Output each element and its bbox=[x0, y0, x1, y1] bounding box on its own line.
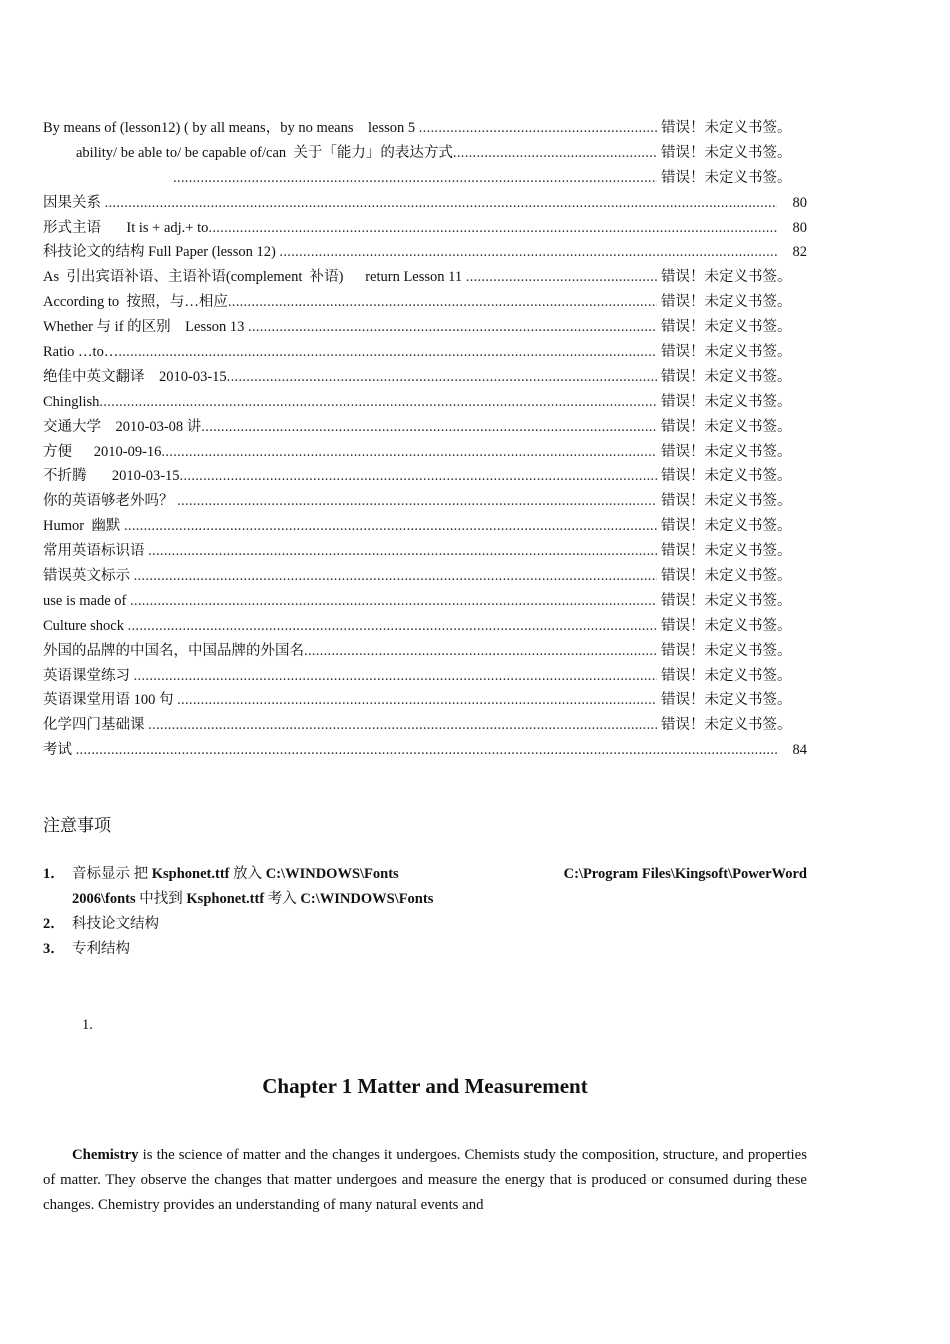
note-filename: Ksphonet.ttf bbox=[186, 890, 265, 907]
toc-dot-leader bbox=[76, 738, 777, 763]
toc-entry-page: 错误！未定义书签。 bbox=[661, 443, 792, 460]
toc-entry[interactable] bbox=[43, 365, 807, 390]
toc-entry-page: 82 bbox=[792, 244, 807, 261]
toc-entry-title: ability/ be able to/ be capable of/can 关于「能力」的表达方式 bbox=[76, 144, 453, 161]
note-number: 2． bbox=[43, 915, 65, 932]
toc-entry-title: Culture shock bbox=[43, 617, 128, 634]
toc-entry[interactable] bbox=[43, 639, 807, 664]
note-item-2 bbox=[43, 912, 807, 937]
toc-dot-leader bbox=[419, 116, 657, 141]
toc-entry[interactable] bbox=[43, 738, 807, 763]
toc-entry-page: 错误！未定义书签。 bbox=[661, 418, 792, 435]
toc-entry[interactable] bbox=[43, 614, 807, 639]
toc-dot-leader bbox=[177, 489, 657, 514]
toc-entry[interactable] bbox=[43, 340, 807, 365]
toc-entry[interactable] bbox=[43, 191, 807, 216]
note-segment: 中找到 bbox=[135, 890, 187, 907]
toc-entry-title: 你的英语够老外吗？ bbox=[43, 493, 178, 510]
toc-entry-title: 错误英文标示 bbox=[43, 568, 134, 585]
note-path: C:\WINDOWS\Fonts bbox=[300, 890, 434, 907]
note-number: 3． bbox=[43, 940, 65, 957]
toc-entry-page: 错误！未定义书签。 bbox=[661, 642, 792, 659]
toc-entry[interactable] bbox=[43, 564, 807, 589]
note-line-1 bbox=[72, 862, 807, 887]
toc-entry-page: 错误！未定义书签。 bbox=[661, 543, 792, 560]
toc-entry[interactable] bbox=[43, 116, 807, 141]
toc-dot-leader bbox=[453, 141, 657, 166]
toc-entry-page: 错误！未定义书签。 bbox=[661, 294, 792, 311]
toc-entry[interactable] bbox=[43, 265, 807, 290]
note-segment: 放入 bbox=[229, 866, 266, 882]
toc-entry-title: 考试 bbox=[43, 742, 76, 759]
toc-entry-title: According to 按照，与…相应 bbox=[43, 294, 228, 311]
toc-entry-title: 英语课堂练习 bbox=[43, 667, 134, 684]
notes-heading: 注意事项 bbox=[43, 816, 111, 835]
toc-entry-page: 错误！未定义书签。 bbox=[661, 319, 792, 336]
toc-dot-leader bbox=[173, 166, 657, 191]
toc-dot-leader bbox=[134, 564, 657, 589]
toc-entry[interactable] bbox=[43, 489, 807, 514]
toc-dot-leader bbox=[228, 290, 657, 315]
toc-entry-page: 84 bbox=[792, 742, 807, 759]
note-text: 专利结构 bbox=[72, 940, 130, 957]
toc-entry-page: 错误！未定义书签。 bbox=[661, 393, 792, 410]
toc-dot-leader bbox=[134, 664, 657, 689]
toc-entry-page: 错误！未定义书签。 bbox=[661, 518, 792, 535]
toc-entry-page: 错误！未定义书签。 bbox=[661, 493, 792, 510]
note-number: 1． bbox=[43, 866, 65, 882]
toc-entry-title: By means of (lesson12) ( by all means，by no means lesson 5 bbox=[43, 120, 419, 136]
table-of-contents bbox=[43, 116, 807, 763]
toc-entry-title: 形式主语 It is + adj.+ to bbox=[43, 219, 209, 236]
toc-entry-title: 因果关系 bbox=[43, 194, 105, 211]
toc-dot-leader bbox=[177, 688, 657, 713]
toc-entry-title: use is made of bbox=[43, 592, 130, 609]
toc-entry-page: 错误！未定义书签。 bbox=[661, 692, 792, 709]
paragraph-lead-term: Chemistry bbox=[72, 1147, 139, 1163]
toc-entry[interactable] bbox=[43, 315, 807, 340]
toc-dot-leader bbox=[148, 713, 657, 738]
notes-list bbox=[43, 862, 807, 962]
toc-entry-page: 80 bbox=[792, 194, 807, 211]
toc-entry-title: 化学四门基础课 bbox=[43, 717, 149, 734]
toc-entry-page: 错误！未定义书签。 bbox=[661, 368, 792, 385]
toc-dot-leader bbox=[208, 216, 777, 241]
toc-dot-leader bbox=[130, 589, 657, 614]
note-item-1 bbox=[43, 862, 807, 912]
toc-entry[interactable] bbox=[43, 539, 807, 564]
toc-entry-title: 外国的品牌的中国名，中国品牌的外国名 bbox=[43, 642, 304, 659]
toc-entry-title: 英语课堂用语 100 句 bbox=[43, 692, 178, 709]
toc-entry-page: 错误！未定义书签。 bbox=[661, 592, 792, 609]
toc-entry[interactable] bbox=[43, 464, 807, 489]
toc-dot-leader bbox=[180, 464, 657, 489]
toc-entry-page: 错误！未定义书签。 bbox=[661, 169, 792, 186]
toc-entry[interactable] bbox=[43, 415, 807, 440]
paragraph-body: is the science of matter and the changes it undergoes. Chemists study the composition, structure, and properties of matter. They observe the changes that matter undergoes and measure the energy that is produced or consumed during these changes. Chemistry provides an understanding of many natural events and bbox=[43, 1147, 807, 1213]
toc-dot-leader bbox=[201, 415, 657, 440]
toc-entry-title: Chinglish bbox=[43, 393, 100, 410]
toc-dot-leader bbox=[248, 315, 657, 340]
list-marker: 1. bbox=[82, 1017, 93, 1033]
toc-entry-title: 常用英语标识语 bbox=[43, 543, 149, 560]
toc-entry[interactable] bbox=[43, 688, 807, 713]
toc-dot-leader bbox=[227, 365, 657, 390]
note-segment: 考入 bbox=[264, 890, 301, 907]
toc-entry-page: 错误！未定义书签。 bbox=[661, 344, 792, 361]
toc-entry-title: 科技论文的结构 Full Paper (lesson 12) bbox=[43, 244, 280, 261]
toc-dot-leader bbox=[128, 614, 657, 639]
toc-entry-page: 错误！未定义书签。 bbox=[661, 717, 792, 734]
toc-dot-leader bbox=[466, 265, 657, 290]
toc-entry[interactable] bbox=[43, 216, 807, 241]
toc-dot-leader bbox=[124, 514, 657, 539]
toc-entry[interactable] bbox=[43, 240, 807, 265]
note-segment: 音标显示 把 bbox=[72, 866, 152, 882]
toc-entry[interactable] bbox=[43, 440, 807, 465]
toc-entry[interactable] bbox=[43, 713, 807, 738]
toc-dot-leader bbox=[279, 240, 777, 265]
toc-dot-leader bbox=[105, 191, 777, 216]
toc-entry-title: Humor 幽默 bbox=[43, 518, 124, 535]
note-text bbox=[72, 862, 807, 912]
toc-dot-leader bbox=[304, 639, 657, 664]
note-path: C:\Program Files\Kingsoft\PowerWord bbox=[563, 866, 807, 882]
toc-entry-page: 错误！未定义书签。 bbox=[661, 120, 792, 136]
chapter-paragraph bbox=[43, 1143, 807, 1218]
note-segment-group bbox=[72, 862, 399, 887]
toc-entry[interactable] bbox=[43, 141, 807, 166]
note-item-3 bbox=[43, 937, 807, 962]
toc-dot-leader bbox=[148, 539, 657, 564]
toc-entry-page: 错误！未定义书签。 bbox=[661, 144, 792, 161]
toc-entry[interactable] bbox=[43, 290, 807, 315]
note-line-2 bbox=[72, 887, 807, 912]
note-filename: Ksphonet.ttf bbox=[151, 866, 230, 882]
toc-entry-page: 错误！未定义书签。 bbox=[661, 568, 792, 585]
toc-entry-title: Ratio …to… bbox=[43, 344, 119, 361]
toc-entry-title: 绝佳中英文翻译 2010-03-15 bbox=[43, 368, 227, 385]
toc-entry-page: 错误！未定义书签。 bbox=[661, 617, 792, 634]
toc-entry[interactable] bbox=[43, 589, 807, 614]
note-path: 2006\fonts bbox=[72, 890, 136, 907]
toc-entry-title: As 引出宾语补语、主语补语(complement 补语) return Lesson 11 bbox=[43, 269, 466, 286]
toc-entry-title: 不折腾 2010-03-15 bbox=[43, 468, 180, 485]
toc-dot-leader bbox=[161, 440, 657, 465]
chapter-title: Chapter 1 Matter and Measurement bbox=[262, 1074, 588, 1098]
note-path: C:\WINDOWS\Fonts bbox=[265, 866, 399, 882]
toc-entry-page: 错误！未定义书签。 bbox=[661, 667, 792, 684]
note-text: 科技论文结构 bbox=[72, 915, 159, 932]
toc-entry-title: Whether 与 if 的区别 Lesson 13 bbox=[43, 319, 248, 336]
toc-entry[interactable] bbox=[43, 514, 807, 539]
toc-entry[interactable] bbox=[43, 390, 807, 415]
toc-dot-leader bbox=[99, 390, 657, 415]
toc-dot-leader bbox=[118, 340, 657, 365]
toc-entry-page: 错误！未定义书签。 bbox=[661, 269, 792, 286]
toc-entry[interactable] bbox=[43, 664, 807, 689]
toc-entry-title: 交通大学 2010-03-08 讲 bbox=[43, 418, 202, 435]
toc-entry-title: 方便 2010-09-16 bbox=[43, 443, 162, 460]
toc-entry-page: 错误！未定义书签。 bbox=[661, 468, 792, 485]
toc-entry[interactable] bbox=[43, 166, 807, 191]
toc-entry-page: 80 bbox=[792, 219, 807, 236]
